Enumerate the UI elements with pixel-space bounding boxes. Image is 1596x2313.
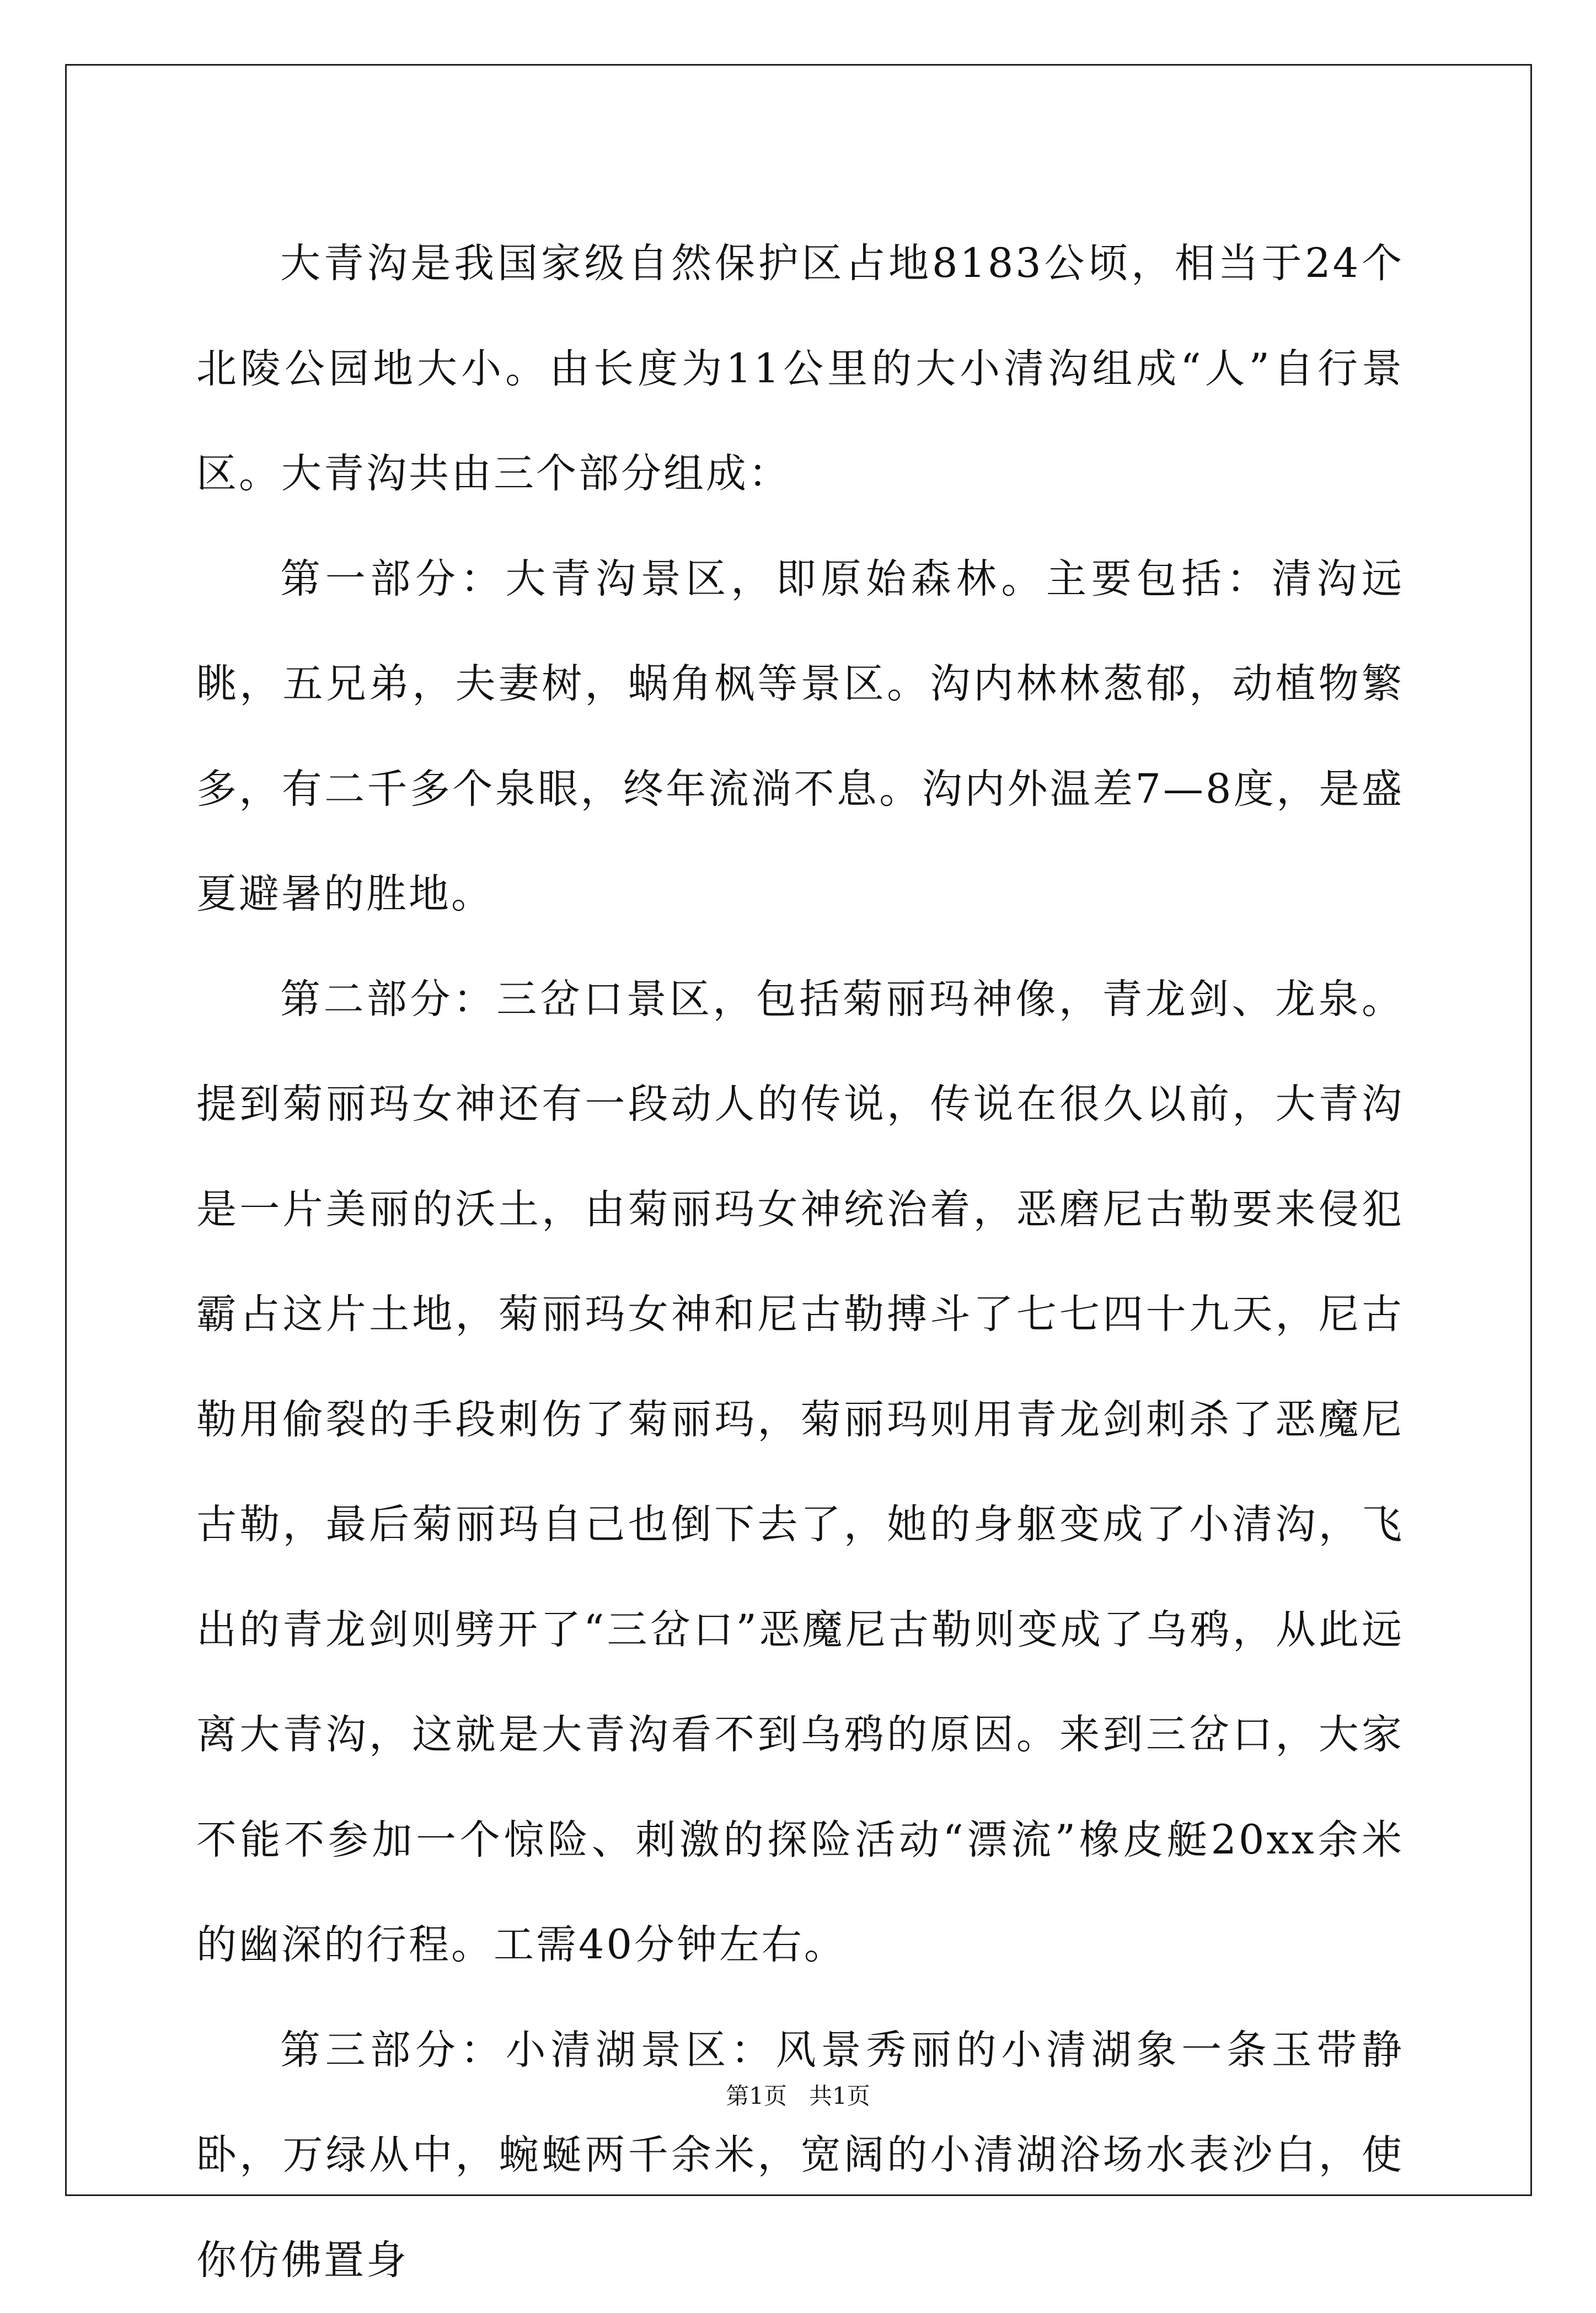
document-body <box>196 211 1404 2313</box>
paragraph-part-two: 第二部分：三岔口景区，包括菊丽玛神像，青龙剑、龙泉。提到菊丽玛女神还有一段动人的传说，传说在很久以前，大青沟是一片美丽的沃土，由菊丽玛女神统治着，恶磨尼古勒要来侵犯霸占这片土地，菊丽玛女神和尼古勒搏斗了七七四十九天，尼古勒用偷裂的手段刺伤了菊丽玛，菊丽玛则用青龙剑刺杀了恶魔尼古勒，最后菊丽玛自己也倒下去了，她的身躯变成了小清沟，飞出的青龙剑则劈开了“三岔口”恶魔尼古勒则变成了乌鸦，从此远离大青沟，这就是大青沟看不到乌鸦的原因。来到三岔口，大家不能不参加一个惊险、刺激的探险活动“漂流”橡皮艇20xx余米的幽深的行程。工需40分钟左右。 <box>196 947 1404 1998</box>
page-footer <box>0 2080 1596 2113</box>
page-number-current: 第1页 <box>726 2080 787 2113</box>
paragraph-part-one: 第一部分：大青沟景区，即原始森林。主要包括：清沟远眺，五兄弟，夫妻树，蜗角枫等景区。沟内林林葱郁，动植物繁多，有二千多个泉眼，终年流淌不息。沟内外温差7—8度，是盛夏避暑的胜地。 <box>196 527 1404 947</box>
paragraph-intro: 大青沟是我国家级自然保护区占地8183公顷，相当于24个北陵公园地大小。由长度为11公里的大小清沟组成“人”自行景区。大青沟共由三个部分组成： <box>196 211 1404 527</box>
page-number-total: 共1页 <box>809 2080 870 2113</box>
paragraph-part-three: 第三部分：小清湖景区：风景秀丽的小清湖象一条玉带静卧，万绿从中，蜿蜒两千余米，宽阔的小清湖浴场水表沙白，使你仿佛置身 <box>196 1998 1404 2313</box>
